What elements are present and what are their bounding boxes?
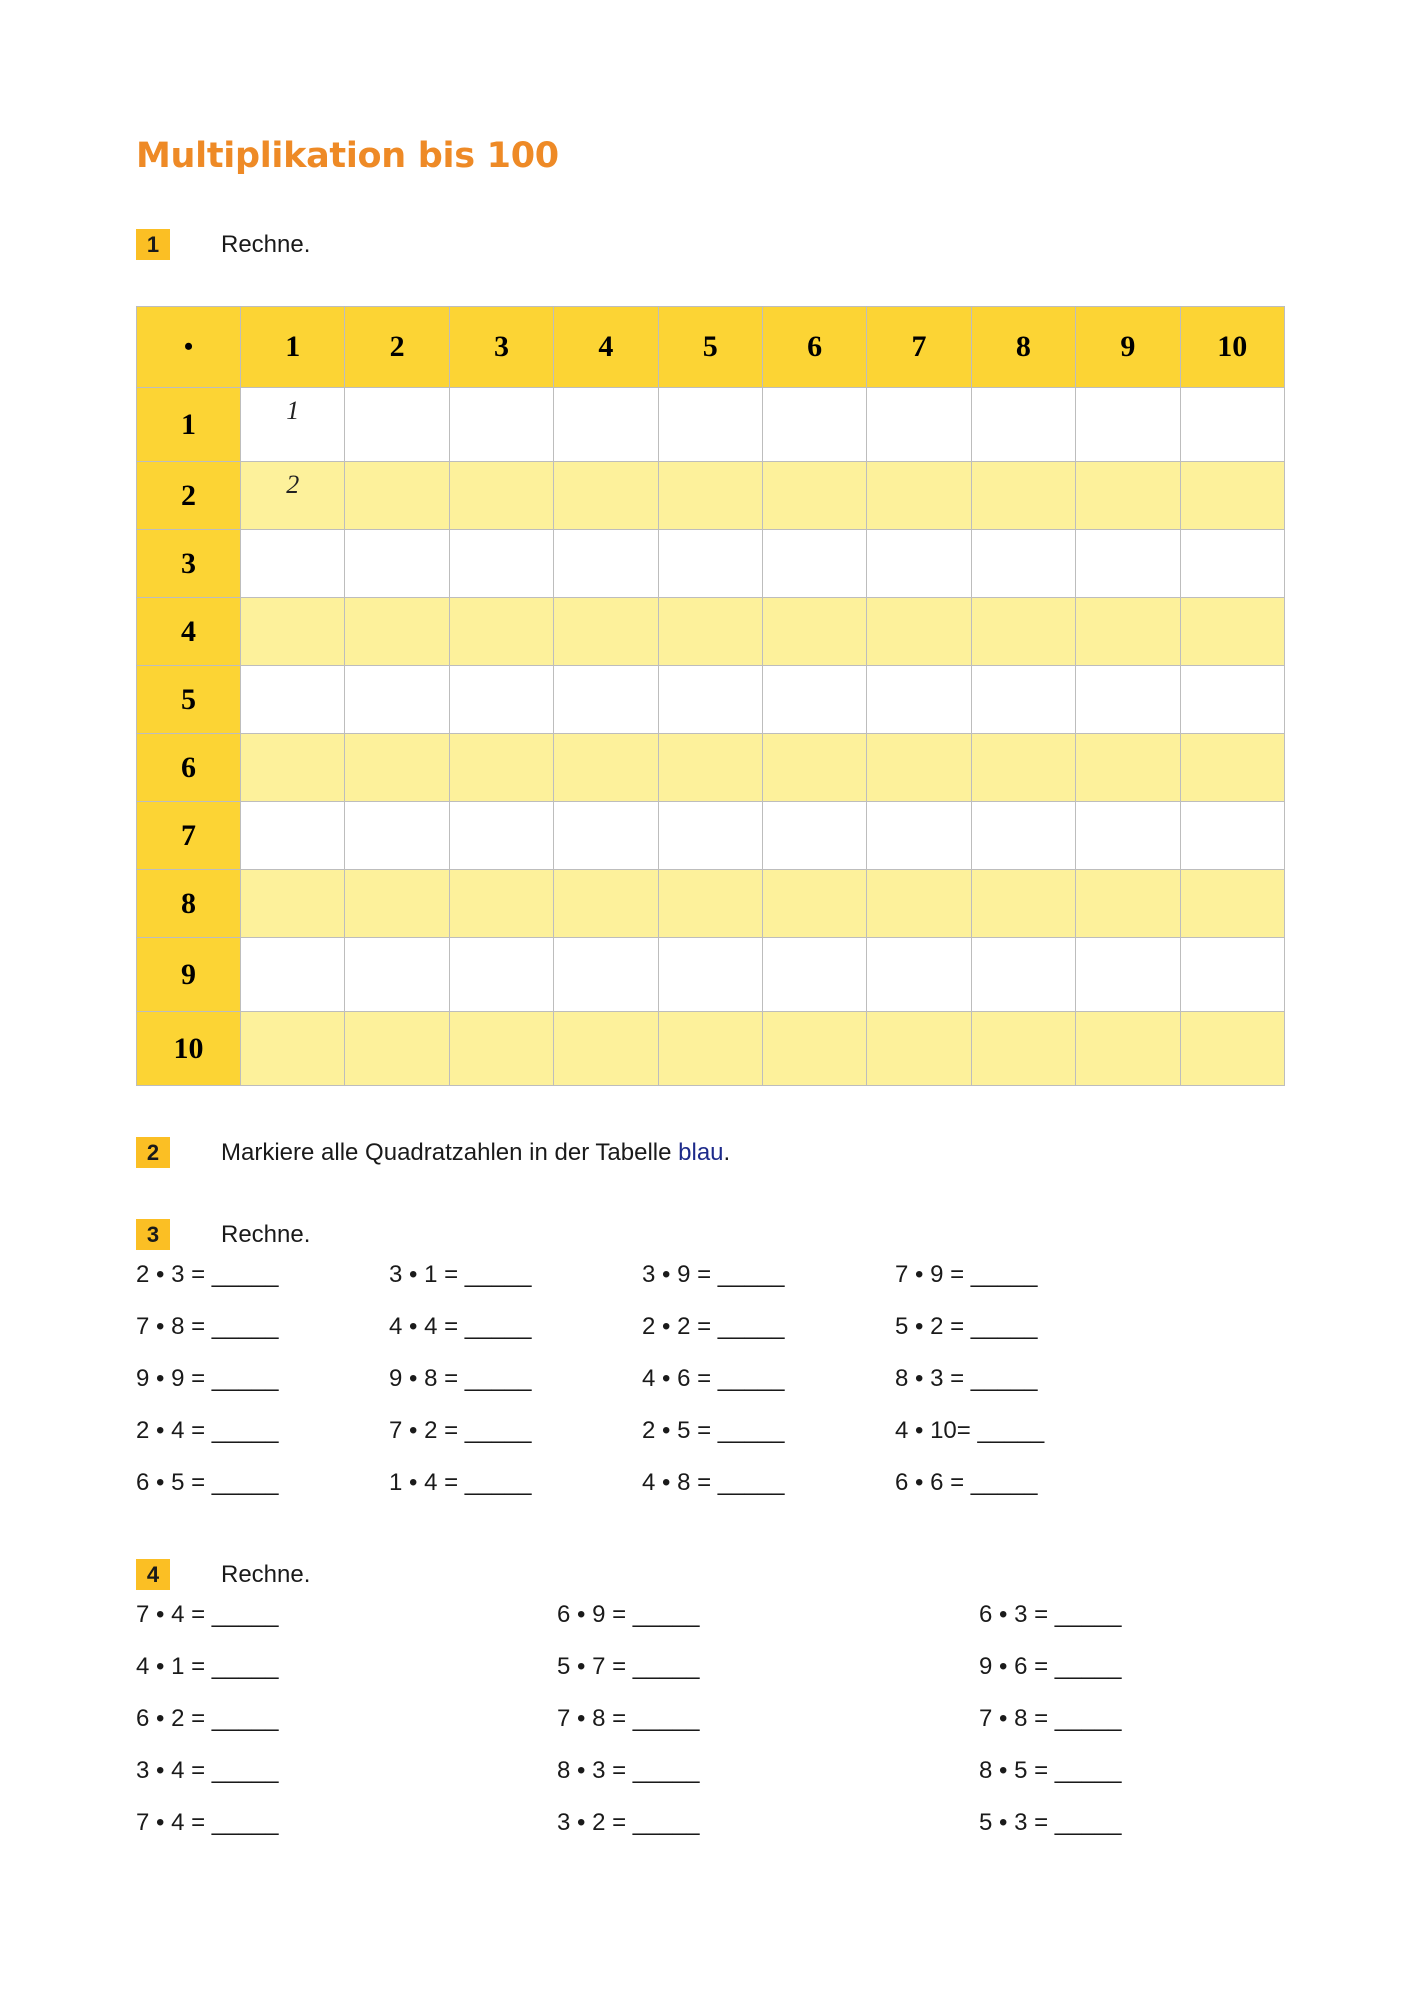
- table-cell[interactable]: [1076, 802, 1180, 870]
- exercise[interactable]: 4 • 10= _____: [895, 1417, 1045, 1444]
- table-cell[interactable]: 2: [241, 462, 345, 530]
- row-header: 9: [137, 938, 241, 1012]
- exercise[interactable]: 5 • 2 = _____: [895, 1313, 1038, 1340]
- exercise[interactable]: 2 • 4 = _____: [136, 1417, 279, 1444]
- exercise[interactable]: 3 • 4 = _____: [136, 1757, 279, 1784]
- task-1-instruction: Rechne.: [221, 231, 311, 258]
- table-cell[interactable]: [554, 462, 658, 530]
- exercise[interactable]: 7 • 8 = _____: [557, 1705, 700, 1732]
- table-cell[interactable]: [554, 1012, 658, 1086]
- table-cell[interactable]: [762, 802, 866, 870]
- exercise[interactable]: 2 • 5 = _____: [642, 1417, 785, 1444]
- table-cell[interactable]: [345, 666, 449, 734]
- column-header: 9: [1076, 307, 1180, 388]
- table-cell[interactable]: [971, 802, 1075, 870]
- table-cell[interactable]: [345, 1012, 449, 1086]
- table-cell[interactable]: [449, 388, 553, 462]
- table-cell[interactable]: [554, 598, 658, 666]
- table-cell[interactable]: [554, 666, 658, 734]
- exercise[interactable]: 9 • 8 = _____: [389, 1365, 532, 1392]
- exercise[interactable]: 6 • 9 = _____: [557, 1601, 700, 1628]
- task-3-number: 3: [136, 1219, 170, 1250]
- exercise[interactable]: 5 • 7 = _____: [557, 1653, 700, 1680]
- exercise[interactable]: 7 • 2 = _____: [389, 1417, 532, 1444]
- column-header: 1: [241, 307, 345, 388]
- exercise[interactable]: 1 • 4 = _____: [389, 1469, 532, 1496]
- exercise[interactable]: 2 • 2 = _____: [642, 1313, 785, 1340]
- task-2-text-end: .: [723, 1139, 731, 1166]
- exercise[interactable]: 7 • 9 = _____: [895, 1261, 1038, 1288]
- table-cell[interactable]: [554, 802, 658, 870]
- table-cell[interactable]: [971, 870, 1075, 938]
- table-cell[interactable]: [241, 734, 345, 802]
- table-cell[interactable]: [971, 734, 1075, 802]
- table-row: [137, 802, 1285, 870]
- table-row: [137, 1012, 1285, 1086]
- exercise[interactable]: 4 • 8 = _____: [642, 1469, 785, 1496]
- exercise[interactable]: 7 • 4 = _____: [136, 1809, 279, 1836]
- row-header: 2: [137, 462, 241, 530]
- table-cell[interactable]: [449, 462, 553, 530]
- column-header: 8: [971, 307, 1075, 388]
- table-cell[interactable]: [1180, 598, 1284, 666]
- table-cell[interactable]: [1180, 734, 1284, 802]
- column-header: 7: [867, 307, 971, 388]
- table-cell[interactable]: [1076, 388, 1180, 462]
- table-cell[interactable]: [345, 388, 449, 462]
- table-cell[interactable]: [971, 1012, 1075, 1086]
- exercise[interactable]: 7 • 8 = _____: [979, 1705, 1122, 1732]
- table-row: [137, 666, 1285, 734]
- exercise[interactable]: 8 • 3 = _____: [557, 1757, 700, 1784]
- table-cell[interactable]: [1180, 388, 1284, 462]
- table-cell[interactable]: [658, 1012, 762, 1086]
- table-cell[interactable]: [1180, 938, 1284, 1012]
- table-cell[interactable]: [1180, 666, 1284, 734]
- table-cell[interactable]: [1076, 1012, 1180, 1086]
- task-2-number: 2: [136, 1137, 170, 1168]
- exercise[interactable]: 5 • 3 = _____: [979, 1809, 1122, 1836]
- table-cell[interactable]: [241, 530, 345, 598]
- table-cell[interactable]: [241, 598, 345, 666]
- table-cell[interactable]: [449, 1012, 553, 1086]
- table-cell[interactable]: [762, 938, 866, 1012]
- table-cell[interactable]: [762, 666, 866, 734]
- row-header: 3: [137, 530, 241, 598]
- table-cell[interactable]: [554, 938, 658, 1012]
- table-cell[interactable]: [658, 388, 762, 462]
- table-cell[interactable]: [658, 598, 762, 666]
- table-cell[interactable]: [867, 734, 971, 802]
- exercise[interactable]: 7 • 4 = _____: [136, 1601, 279, 1628]
- table-cell[interactable]: [554, 870, 658, 938]
- table-cell[interactable]: [449, 938, 553, 1012]
- table-cell[interactable]: [867, 388, 971, 462]
- table-cell[interactable]: [658, 870, 762, 938]
- table-cell[interactable]: [345, 802, 449, 870]
- task-1-number: 1: [136, 229, 170, 260]
- table-cell[interactable]: [554, 530, 658, 598]
- multiplication-table: [136, 306, 1285, 1086]
- exercise[interactable]: 6 • 3 = _____: [979, 1601, 1122, 1628]
- table-cell[interactable]: [658, 734, 762, 802]
- task-2-instruction: [221, 1137, 730, 1168]
- page-title: Multiplikation bis 100: [136, 136, 559, 176]
- table-cell[interactable]: [971, 530, 1075, 598]
- column-header: 3: [449, 307, 553, 388]
- column-header: 4: [554, 307, 658, 388]
- table-cell[interactable]: [449, 530, 553, 598]
- table-cell[interactable]: [867, 870, 971, 938]
- table-cell[interactable]: [1076, 734, 1180, 802]
- table-cell[interactable]: [1076, 870, 1180, 938]
- table-cell[interactable]: [971, 938, 1075, 1012]
- table-cell[interactable]: [345, 870, 449, 938]
- table-cell[interactable]: [345, 734, 449, 802]
- table-cell[interactable]: [1076, 530, 1180, 598]
- table-cell[interactable]: [1076, 462, 1180, 530]
- exercise[interactable]: 3 • 2 = _____: [557, 1809, 700, 1836]
- table-cell[interactable]: [1180, 1012, 1284, 1086]
- exercise[interactable]: 8 • 5 = _____: [979, 1757, 1122, 1784]
- table-cell[interactable]: [1180, 870, 1284, 938]
- table-cell[interactable]: [867, 938, 971, 1012]
- table-cell[interactable]: [1180, 462, 1284, 530]
- exercise[interactable]: 2 • 3 = _____: [136, 1261, 279, 1288]
- table-cell[interactable]: [1180, 530, 1284, 598]
- table-cell[interactable]: [762, 388, 866, 462]
- table-cell[interactable]: [867, 1012, 971, 1086]
- table-cell[interactable]: [241, 666, 345, 734]
- exercise[interactable]: 3 • 1 = _____: [389, 1261, 532, 1288]
- exercise[interactable]: 7 • 8 = _____: [136, 1313, 279, 1340]
- table-cell[interactable]: [1180, 802, 1284, 870]
- table-cell[interactable]: [449, 802, 553, 870]
- exercise[interactable]: 6 • 6 = _____: [895, 1469, 1038, 1496]
- exercise[interactable]: 6 • 5 = _____: [136, 1469, 279, 1496]
- exercise[interactable]: 4 • 6 = _____: [642, 1365, 785, 1392]
- task-3-instruction: Rechne.: [221, 1221, 311, 1248]
- table-cell[interactable]: [762, 1012, 866, 1086]
- exercise[interactable]: 4 • 1 = _____: [136, 1653, 279, 1680]
- task-4-instruction: Rechne.: [221, 1561, 311, 1588]
- row-header: 1: [137, 388, 241, 462]
- table-cell[interactable]: [867, 666, 971, 734]
- task-2-color-word: blau: [678, 1139, 724, 1166]
- table-cell[interactable]: [345, 938, 449, 1012]
- table-corner-dot: •: [137, 307, 241, 388]
- exercise[interactable]: 6 • 2 = _____: [136, 1705, 279, 1732]
- table-cell[interactable]: [762, 734, 866, 802]
- table-cell[interactable]: [449, 870, 553, 938]
- table-cell[interactable]: [867, 530, 971, 598]
- column-header: 2: [345, 307, 449, 388]
- row-header: 10: [137, 1012, 241, 1086]
- table-cell[interactable]: [971, 388, 1075, 462]
- task-2-text: Markiere alle Quadratzahlen in der Tabelle: [221, 1139, 679, 1166]
- table-cell[interactable]: [762, 462, 866, 530]
- table-cell[interactable]: [1076, 938, 1180, 1012]
- table-cell[interactable]: [449, 734, 553, 802]
- exercise[interactable]: 4 • 4 = _____: [389, 1313, 532, 1340]
- table-cell[interactable]: [554, 388, 658, 462]
- table-cell[interactable]: [241, 1012, 345, 1086]
- column-header: 10: [1180, 307, 1284, 388]
- table-cell[interactable]: [658, 462, 762, 530]
- table-header-row: [137, 307, 1285, 388]
- table-row: [137, 462, 1285, 530]
- table-cell[interactable]: [867, 802, 971, 870]
- table-cell[interactable]: [1076, 666, 1180, 734]
- row-header: 6: [137, 734, 241, 802]
- table-row: [137, 530, 1285, 598]
- table-cell[interactable]: [867, 462, 971, 530]
- exercise[interactable]: 3 • 9 = _____: [642, 1261, 785, 1288]
- task-4-number: 4: [136, 1559, 170, 1590]
- row-header: 8: [137, 870, 241, 938]
- column-header: 6: [762, 307, 866, 388]
- exercise[interactable]: 9 • 6 = _____: [979, 1653, 1122, 1680]
- table-cell[interactable]: [658, 666, 762, 734]
- row-header: 7: [137, 802, 241, 870]
- table-cell[interactable]: [449, 666, 553, 734]
- table-row: [137, 388, 1285, 462]
- table-cell[interactable]: [1076, 598, 1180, 666]
- table-cell[interactable]: [762, 598, 866, 666]
- exercise[interactable]: 9 • 9 = _____: [136, 1365, 279, 1392]
- table-row: [137, 870, 1285, 938]
- table-cell[interactable]: [241, 802, 345, 870]
- table-cell[interactable]: [658, 802, 762, 870]
- row-header: 4: [137, 598, 241, 666]
- table-cell[interactable]: [449, 598, 553, 666]
- table-cell[interactable]: [345, 530, 449, 598]
- column-header: 5: [658, 307, 762, 388]
- table-cell[interactable]: [762, 530, 866, 598]
- table-cell[interactable]: [762, 870, 866, 938]
- table-cell[interactable]: [554, 734, 658, 802]
- table-cell[interactable]: [241, 938, 345, 1012]
- table-cell[interactable]: [345, 462, 449, 530]
- table-row: [137, 938, 1285, 1012]
- table-cell[interactable]: [971, 666, 1075, 734]
- table-cell[interactable]: [658, 938, 762, 1012]
- table-cell[interactable]: [345, 598, 449, 666]
- table-row: [137, 734, 1285, 802]
- table-cell[interactable]: 1: [241, 388, 345, 462]
- table-cell[interactable]: [867, 598, 971, 666]
- table-cell[interactable]: [971, 598, 1075, 666]
- exercise[interactable]: 8 • 3 = _____: [895, 1365, 1038, 1392]
- row-header: 5: [137, 666, 241, 734]
- table-row: [137, 598, 1285, 666]
- table-cell[interactable]: [241, 870, 345, 938]
- table-cell[interactable]: [658, 530, 762, 598]
- table-cell[interactable]: [971, 462, 1075, 530]
